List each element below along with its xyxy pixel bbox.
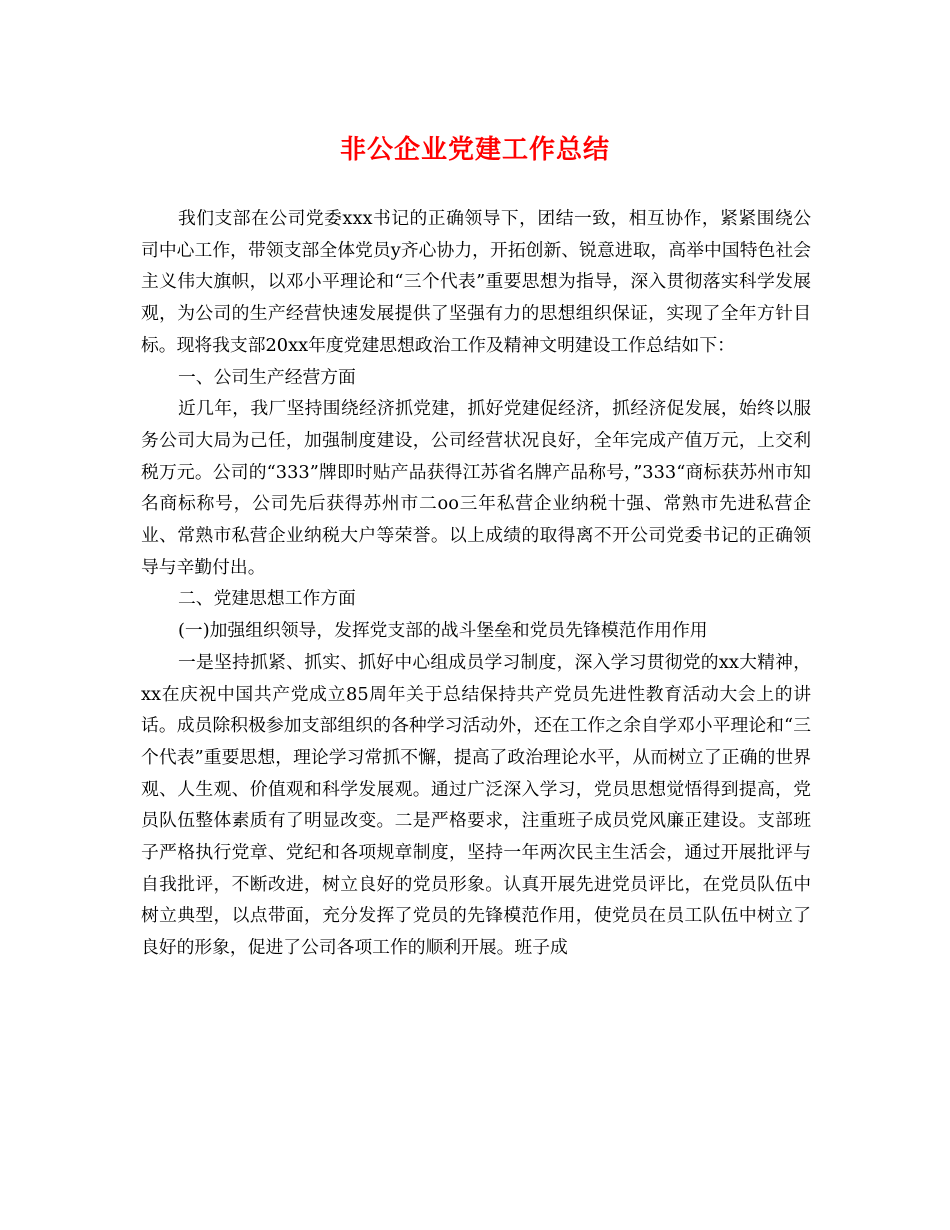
subsection-heading-organization: (一)加强组织领导，发挥党支部的战斗堡垒和党员先锋模范作用作用	[178, 620, 708, 642]
section-heading-production: 一、公司生产经营方面	[178, 366, 356, 388]
section-heading-party-work: 二、党建思想工作方面	[178, 588, 356, 610]
paragraph-production: 近几年，我厂坚持围绕经济抓党建，抓好党建促经济，抓经济促发展，始终以服务公司大局为己任，加强制度建设，公司经营状况良好，全年完成产值万元，上交利税万元。公司的“333”牌即时贴产品获得江苏省名牌产品称号，”333“商标获苏州市知名商标称号，公司先后获得苏州市二oo三年私营企业纳税十强、常熟市先进私营企业、常熟市私营企业纳税大户等荣誉。以上成绩的取得离不开公司党委书记的正确领导与辛勤付出。	[141, 398, 811, 578]
document-body	[141, 203, 811, 964]
paragraph-study: 一是坚持抓紧、抓实、抓好中心组成员学习制度，深入学习贯彻党的xx大精神，xx在庆祝中国共产党成立85周年关于总结保持共产党员先进性教育活动大会上的讲话。成员除积极参加支部组织的各种学习活动外，还在工作之余自学邓小平理论和“三个代表”重要思想，理论学习常抓不懈，提高了政治理论水平，从而树立了正确的世界观、人生观、价值观和科学发展观。通过广泛深入学习，党员思想觉悟得到提高，党员队伍整体素质有了明显改变。二是严格要求，注重班子成员党风廉正建设。支部班子严格执行党章、党纪和各项规章制度，坚持一年两次民主生活会，通过开展批评与自我批评，不断改进，树立良好的党员形象。认真开展先进党员评比，在党员队伍中树立典型，以点带面，充分发挥了党员的先锋模范作用，使党员在员工队伍中树立了良好的形象，促进了公司各项工作的顺利开展。班子成	[141, 651, 811, 959]
paragraph-intro: 我们支部在公司党委xxx书记的正确领导下，团结一致，相互协作，紧紧围绕公司中心工作，带领支部全体党员y齐心协力，开拓创新、锐意进取，高举中国特色社会主义伟大旗帜，以邓小平理论和“三个代表”重要思想为指导，深入贯彻落实科学发展观，为公司的生产经营快速发展提供了坚强有力的思想组织保证，实现了全年方针目标。现将我支部20xx年度党建思想政治工作及精神文明建设工作总结如下：	[141, 208, 811, 356]
document-title: 非公企业党建工作总结	[339, 135, 610, 165]
